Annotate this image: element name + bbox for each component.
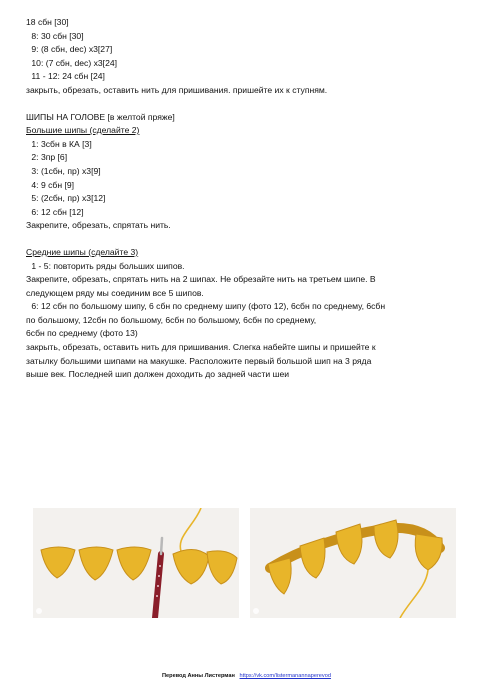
pattern-line: 6сбн по среднему (фото 13) <box>26 328 138 339</box>
pattern-line: 1 - 5: повторить ряды больших шипов. <box>29 260 185 271</box>
pattern-line: 8: 30 сбн [30] <box>29 30 84 41</box>
pattern-line: по большому, 12сбн по большому, 6сбн по большому, 6сбн по среднему, <box>26 314 317 325</box>
photo-joined-spikes <box>250 508 456 618</box>
subsection-heading: Средние шипы (сделайте 3) <box>26 246 139 257</box>
pattern-text <box>26 16 472 382</box>
pattern-line: 5: (2сбн, пр) x3[12] <box>29 193 106 204</box>
section-heading: ШИПЫ НА ГОЛОВЕ [в желтой пряже] <box>26 111 175 122</box>
page-footer <box>0 673 493 679</box>
pattern-line: 4: 9 сбн [9] <box>29 179 75 190</box>
pattern-line: 11 - 12: 24 сбн [24] <box>29 71 105 82</box>
pattern-line: 3: (1сбн, пр) x3[9] <box>29 165 101 176</box>
pattern-line: Закрепите, обрезать, спрятать нить на 2 шипах. Не обрезайте нить на третьем шипе. В <box>26 274 376 285</box>
vk-link[interactable]: https://vk.com/listermanannaperevod <box>239 673 331 679</box>
pattern-line: 18 сбн [30] <box>26 17 69 27</box>
pattern-line: 6: 12 сбн по большому шипу, 6 сбн по среднему шипу (фото 12), 6сбн по среднему, 6сбн <box>29 301 386 312</box>
photo-spikes-with-hook <box>33 508 239 618</box>
joined-spikes-illustration <box>250 508 456 618</box>
paragraph-gap <box>26 98 472 111</box>
pattern-line: 10: (7 сбн, dec) x3[24] <box>29 57 118 68</box>
pattern-line: закрыть, обрезать, оставить нить для пришивания. Слегка набейте шипы и пришейте к <box>26 342 376 353</box>
subsection-heading: Большие шипы (сделайте 2) <box>26 125 140 136</box>
pattern-line: 9: (8 сбн, dec) x3[27] <box>29 44 113 55</box>
pattern-line: следующем ряду мы соединим все 5 шипов. <box>26 287 204 298</box>
paragraph-gap <box>26 233 472 246</box>
pattern-line: затылку большими шипами на макушке. Расположите первый большой шип на 3 ряда <box>26 355 372 366</box>
pattern-line: выше век. Последней шип должен доходить до задней части шеи <box>26 369 290 380</box>
photo-row <box>33 508 456 618</box>
pattern-line: Закрепите, обрезать, спрятать нить. <box>26 220 171 231</box>
translator-credit: Перевод Анны Листерман <box>162 673 235 679</box>
spikes-hook-illustration <box>33 508 239 618</box>
pattern-line: закрыть, обрезать, оставить нить для пришивания. пришейте их к ступням. <box>26 84 328 95</box>
pattern-line: 6: 12 сбн [12] <box>29 206 84 217</box>
pattern-line: 1: 3сбн в КА [3] <box>29 138 92 149</box>
pattern-line: 2: 3пр [6] <box>29 152 68 163</box>
